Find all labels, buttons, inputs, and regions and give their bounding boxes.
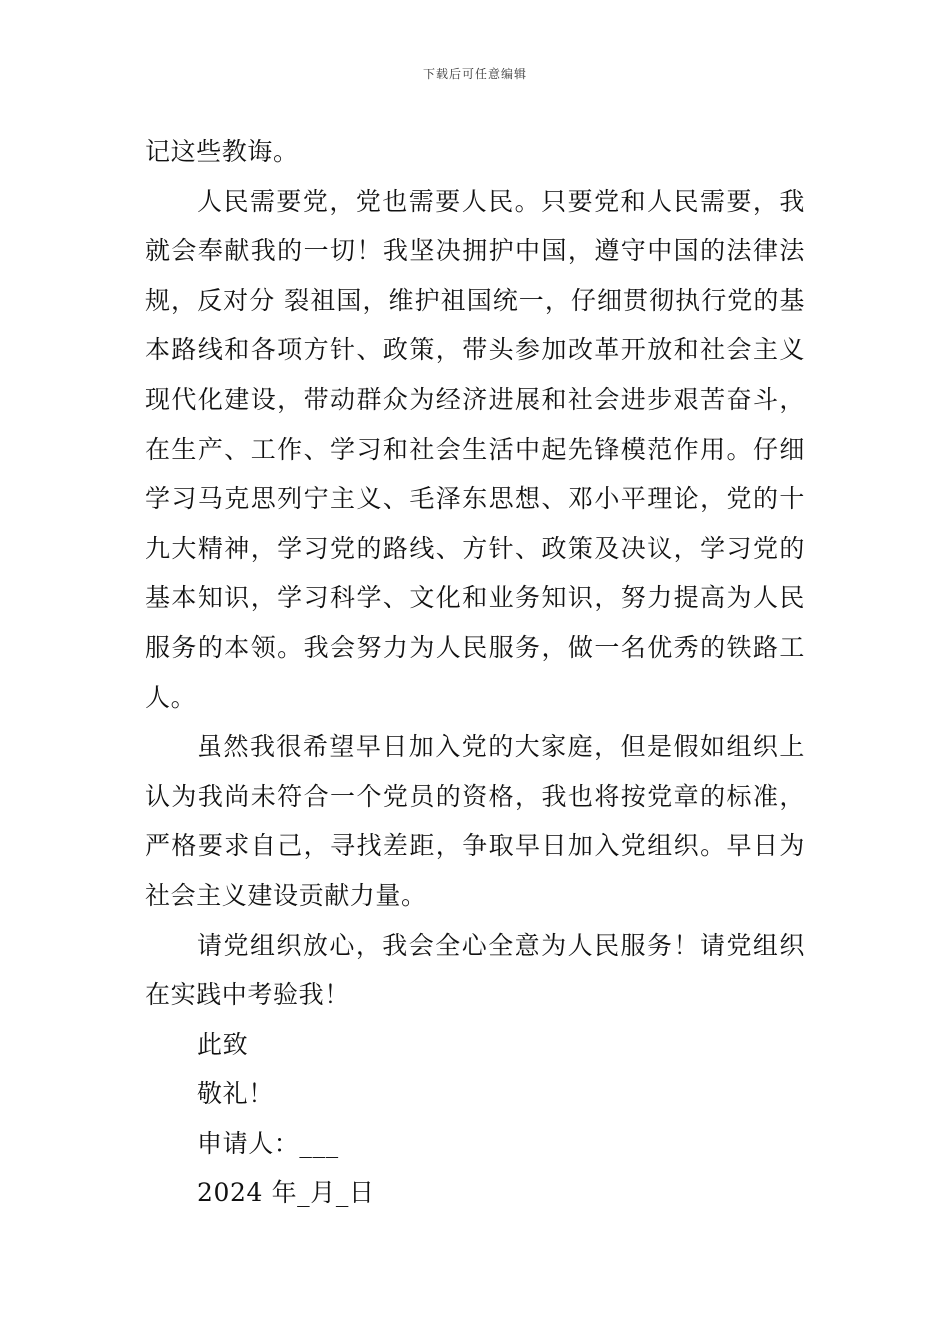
paragraph-commitment: 人民需要党，党也需要人民。只要党和人民需要，我就会奉献我的一切！我坚决拥护中国，遵守中国的法律法规，反对分 裂祖国，维护祖国统一，仔细贯彻执行党的基本路线和各项方针、政策，带头参加改革开放和社会主义现代化建设，带动群众为经济进展和社会进步艰苦奋斗，在生产、工作、学习和社会生活中起先锋模范作用。仔细学习马克思列宁主义、毛泽东思想、邓小平理论，党的十九大精神，学习党的路线、方针、政策及决议，学习党的基本知识，学习科学、文化和业务知识，努力提高为人民服务的本领。我会努力为人民服务，做一名优秀的铁路工人。 [145, 186, 805, 712]
closing-regards: 敬礼！ [197, 1079, 274, 1109]
paragraph-aspiration: 虽然我很希望早日加入党的大家庭，但是假如组织上认为我尚未符合一个党员的资格，我也将按党章的标准，严格要求自己，寻找差距，争取早日加入党组织。早日为社会主义建设贡献力量。 [145, 732, 805, 910]
applicant-signature-line: 申请人：___ [197, 1128, 339, 1158]
paragraph-continuation: 记这些教诲。 [145, 137, 299, 166]
closing-salutation: 此致 [197, 1029, 249, 1059]
document-body [145, 127, 805, 1218]
paragraph-request: 请党组织放心，我会全心全意为人民服务！请党组织在实践中考验我！ [145, 930, 805, 1010]
page-header: 下载后可任意编辑 [422, 67, 527, 81]
date-line: 2024 年_月_日 [197, 1178, 375, 1208]
